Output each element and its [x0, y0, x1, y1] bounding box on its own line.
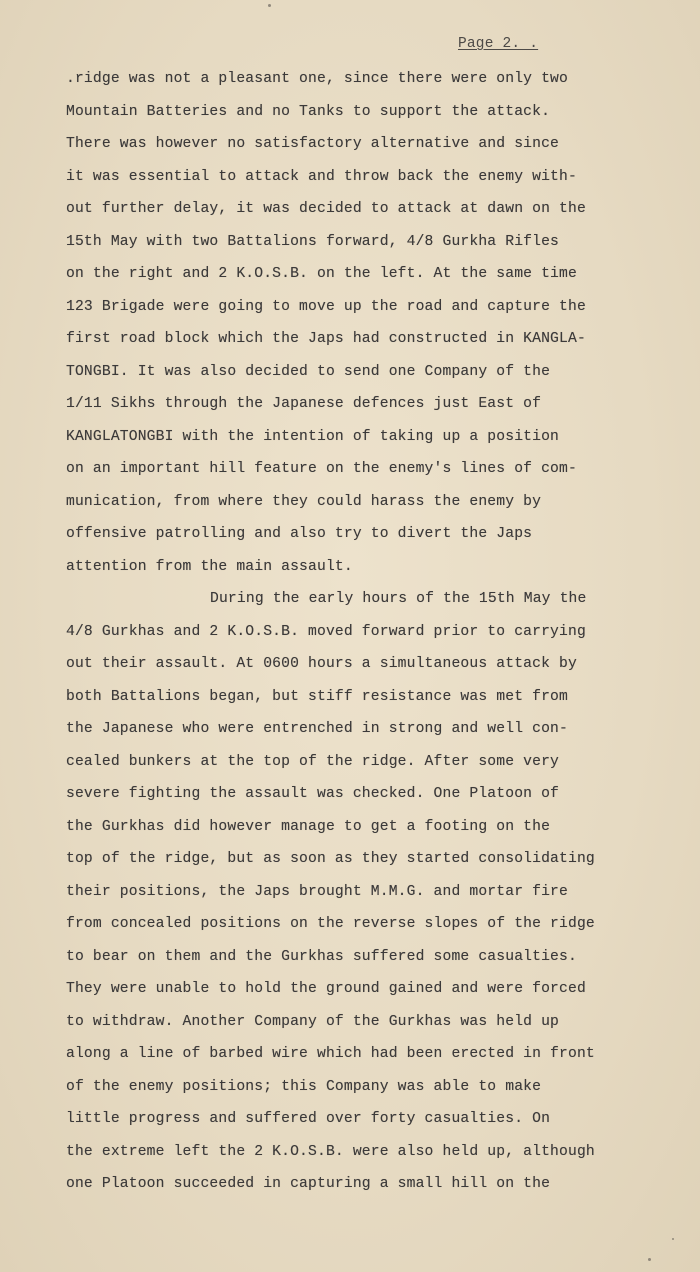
text-line: munication, from where they could harass the enemy by [66, 493, 542, 510]
text-line: along a line of barbed wire which had been erected in front [66, 1046, 595, 1062]
page-number: Page 2. . [458, 36, 539, 52]
text-line: cealed bunkers at the top of the ridge. After some very [66, 753, 560, 770]
text-line: attention from the main assault. [66, 558, 353, 575]
text-line: out further delay, it was decided to attack at dawn on the [66, 201, 586, 217]
paper-speck [268, 4, 271, 7]
text-line: to bear on them and the Gurkhas suffered some casualties. [66, 948, 577, 965]
text-line: it was essential to attack and throw back the enemy with- [66, 168, 577, 185]
text-line: one Platoon succeeded in capturing a small hill on the [66, 1176, 551, 1192]
text-line: on an important hill feature on the enemy's lines of com- [66, 461, 577, 477]
text-line: Mountain Batteries and no Tanks to support the attack. [66, 103, 551, 120]
text-line: both Battalions began, but stiff resistance was met from [66, 688, 568, 705]
text-line: on the right and 2 K.O.S.B. on the left. At the same time [66, 266, 577, 282]
text-line: They were unable to hold the ground gained and were forced [66, 981, 586, 997]
text-line: from concealed positions on the reverse slopes of the ridge [66, 916, 595, 932]
paragraph-first-line: During the early hours of the 15th May the [210, 591, 587, 607]
text-line: TONGBI. It was also decided to send one Company of the [66, 363, 551, 380]
text-line: to withdraw. Another Company of the Gurkhas was held up [66, 1013, 560, 1030]
text-line: the Japanese who were entrenched in strong and well con- [66, 721, 568, 737]
text-line: severe fighting the assault was checked. One Platoon of [66, 786, 560, 802]
text-line: 1/11 Sikhs through the Japanese defences just East of [66, 396, 542, 412]
paper-speck [672, 1238, 674, 1240]
text-line: out their assault. At 0600 hours a simultaneous attack by [66, 656, 577, 672]
text-line: first road block which the Japs had constructed in KANGLA- [66, 331, 586, 347]
text-line: offensive patrolling and also try to divert the Japs [66, 526, 533, 542]
text-line: of the enemy positions; this Company was able to make [66, 1078, 542, 1095]
text-line: There was however no satisfactory alternative and since [66, 136, 560, 152]
paper-speck [648, 1258, 651, 1261]
text-line: 15th May with two Battalions forward, 4/8 Gurkha Rifles [66, 233, 560, 250]
text-line: 123 Brigade were going to move up the road and capture the [66, 298, 586, 315]
text-line: top of the ridge, but as soon as they started consolidating [66, 851, 595, 867]
text-line: little progress and suffered over forty casualties. On [66, 1111, 551, 1127]
text-line: 4/8 Gurkhas and 2 K.O.S.B. moved forward prior to carrying [66, 623, 586, 640]
text-line: their positions, the Japs brought M.M.G. and mortar fire [66, 883, 568, 900]
text-line: the extreme left the 2 K.O.S.B. were also held up, although [66, 1143, 595, 1160]
text-line: KANGLATONGBI with the intention of taking up a position [66, 428, 560, 445]
text-line: .ridge was not a pleasant one, since there were only two [66, 71, 568, 87]
body-text [66, 68, 666, 1206]
text-line: the Gurkhas did however manage to get a footing on the [66, 818, 551, 835]
